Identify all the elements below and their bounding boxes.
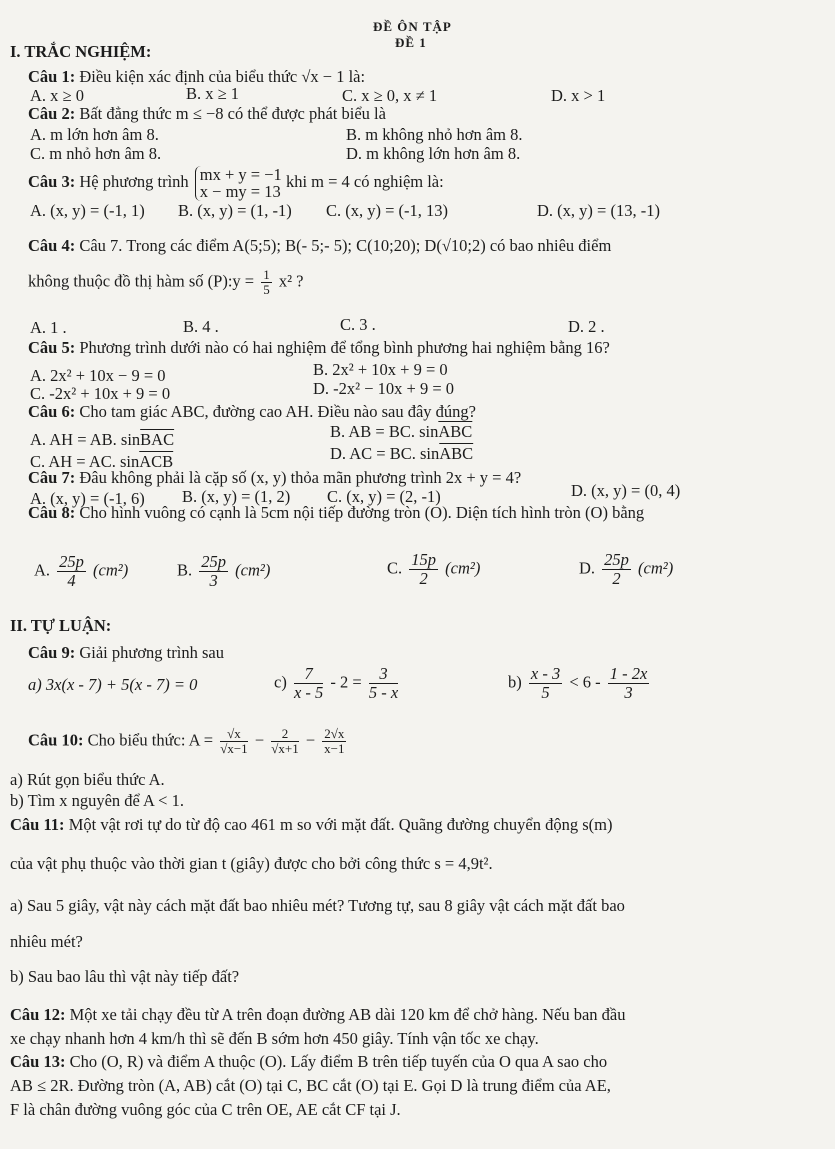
q9-part-b: b) $\frac{x - 3}{5}$ < 6 - $\frac{1 - 2x}{3}$ [508, 664, 648, 703]
q1-option-a[interactable]: A. x ≥ 0 [30, 86, 84, 105]
q4-option-a[interactable]: A. 1 . [30, 318, 67, 337]
question-8 [28, 505, 644, 522]
question-label: Câu 12: [10, 1005, 66, 1024]
question-text: Câu 7. Trong các điểm A(5;5); B(- 5;- 5); C(10;20); D(√10;2) có bao nhiêu điểm [79, 236, 612, 255]
equation-2: x − my = 13 [199, 182, 281, 202]
section-heading-essay: II. TỰ LUẬN: [10, 616, 112, 635]
question-label: Câu 5: [28, 338, 76, 357]
question-label: Câu 6: [28, 402, 76, 421]
question-13-line-2: AB ≤ 2R. Đường tròn (A, AB) cắt (O) tại C, BC cắt (O) tại E. Gọi D là trung điểm của AE, [10, 1076, 611, 1095]
question-4 [28, 238, 611, 255]
q1-option-b[interactable]: B. x ≥ 1 [186, 84, 240, 103]
q3-option-d[interactable]: D. (x, y) = (13, -1) [537, 201, 660, 220]
q6-option-c[interactable]: C. AH = AC. $\sin\overline{ACB}$ [30, 452, 174, 471]
q6-option-d[interactable]: D. AC = BC. $\sin\overline{ABC}$ [330, 444, 474, 463]
q8-option-d[interactable]: D. $\frac{25p}{2}$ (cm²) [579, 550, 674, 589]
question-text: Một vật rơi tự do từ độ cao 461 m so với mặt đất. Quãng đường chuyển động s(m) [68, 815, 613, 834]
q5-option-d[interactable]: D. -2x² − 10x + 9 = 0 [313, 379, 455, 398]
q9-part-a: a) 3x(x - 7) + 5(x - 7) = 0 [28, 675, 198, 694]
q2-option-b[interactable]: B. m không nhỏ hơn âm 8. [346, 125, 523, 144]
q1-option-d[interactable]: D. x > 1 [551, 86, 606, 105]
q10-part-a: a) Rút gọn biểu thức A. [10, 770, 165, 789]
q2-option-d[interactable]: D. m không lớn hơn âm 8. [346, 144, 521, 163]
q3-option-a[interactable]: A. (x, y) = (-1, 1) [30, 201, 145, 220]
fraction: $\frac{1}{5}$ [263, 267, 270, 298]
q4-option-b[interactable]: B. 4 . [183, 317, 219, 336]
question-text: Bất đẳng thức m ≤ −8 có thể được phát biểu là [79, 104, 386, 123]
q11-part-b: b) Sau bao lâu thì vật này tiếp đất? [10, 967, 240, 986]
question-text: Giải phương trình sau [79, 643, 224, 662]
question-text: Điều kiện xác định của biểu thức √x − 1 là: [79, 67, 366, 86]
question-11-line-2: của vật phụ thuộc vào thời gian t (giây) được cho bởi công thức s = 4,9t². [10, 854, 493, 873]
question-6 [28, 404, 476, 421]
question-13 [10, 1054, 607, 1071]
q5-option-b[interactable]: B. 2x² + 10x + 9 = 0 [313, 360, 448, 379]
question-12-line-2: xe chạy nhanh hơn 4 km/h thì sẽ đến B sớm hơn 450 giây. Tính vận tốc xe chạy. [10, 1029, 539, 1048]
q7-option-b[interactable]: B. (x, y) = (1, 2) [182, 487, 291, 506]
equation-system [195, 166, 282, 201]
page-title: ĐỀ ÔN TẬP [373, 19, 452, 34]
question-5 [28, 340, 610, 357]
q3-option-b[interactable]: B. (x, y) = (1, -1) [178, 201, 292, 220]
q1-option-c[interactable]: C. x ≥ 0, x ≠ 1 [342, 86, 438, 105]
equation-1: mx + y = −1 [199, 165, 282, 184]
question-label: Câu 9: [28, 643, 76, 662]
q8-option-a[interactable]: A. $\frac{25p}{4}$ (cm²) [34, 552, 129, 591]
question-tail: khi m = 4 có nghiệm là: [285, 172, 444, 192]
q7-option-d[interactable]: D. (x, y) = (0, 4) [571, 481, 681, 500]
question-text: Cho (O, R) và điểm A thuộc (O). Lấy điểm B trên tiếp tuyến của O qua A sao cho [69, 1052, 608, 1071]
question-10: Câu 10: Cho biểu thức: A = $\frac{√x}{√x-1}$ − $\frac{2}{√x+1}$ − $\frac{2√x}{x-1}$ [28, 726, 345, 757]
q8-option-b[interactable]: B. $\frac{25p}{3}$ (cm²) [177, 552, 271, 591]
question-text: Cho hình vuông có cạnh là 5cm nội tiếp đường tròn (O). Diện tích hình tròn (O) bằng [79, 503, 645, 522]
question-label: Câu 2: [28, 104, 76, 123]
question-text: Một xe tải chạy đều từ A trên đoạn đường AB dài 120 km để chở hàng. Nếu ban đầu [69, 1005, 626, 1024]
question-7 [28, 470, 521, 487]
q4-option-d[interactable]: D. 2 . [568, 317, 605, 336]
q6-option-b[interactable]: B. AB = BC. $\sin\overline{ABC}$ [330, 422, 473, 441]
question-3 [28, 166, 444, 201]
question-11 [10, 817, 613, 834]
question-label: Câu 10: [28, 730, 84, 750]
q8-option-c[interactable]: C. $\frac{15p}{2}$ (cm²) [387, 550, 481, 589]
question-label: Câu 4: [28, 236, 76, 255]
q4-option-c[interactable]: C. 3 . [340, 315, 376, 334]
q7-option-c[interactable]: C. (x, y) = (2, -1) [327, 487, 441, 506]
question-label: Câu 7: [28, 468, 76, 487]
question-2 [28, 106, 386, 123]
question-label: Câu 1: [28, 67, 76, 86]
question-text: Cho tam giác ABC, đường cao AH. Điều nào sau đây đúng? [79, 402, 476, 421]
q11-part-a: a) Sau 5 giây, vật này cách mặt đất bao nhiêu mét? Tương tự, sau 8 giây vật cách mặt đất bao [10, 896, 625, 915]
q7-option-a[interactable]: A. (x, y) = (-1, 6) [30, 489, 145, 508]
question-12 [10, 1007, 626, 1024]
question-label: Câu 3: [28, 172, 76, 192]
q10-part-b: b) Tìm x nguyên để A < 1. [10, 791, 184, 810]
question-text: Đâu không phải là cặp số (x, y) thỏa mãn phương trình 2x + y = 4? [79, 468, 522, 487]
q2-option-a[interactable]: A. m lớn hơn âm 8. [30, 125, 159, 144]
question-label: Câu 11: [10, 815, 65, 834]
q3-option-c[interactable]: C. (x, y) = (-1, 13) [326, 201, 449, 220]
q9-part-c: c) $\frac{7}{x - 5}$ - 2 = $\frac{3}{5 - x}$ [274, 664, 399, 703]
question-9 [28, 645, 224, 662]
page-subtitle: ĐỀ 1 [395, 35, 427, 50]
question-text: Hệ phương trình [79, 172, 189, 192]
q6-option-a[interactable]: A. AH = AB. $\sin\overline{BAC}$ [30, 430, 175, 449]
question-text: Phương trình dưới nào có hai nghiệm để tổng bình phương hai nghiệm bằng 16? [79, 338, 610, 357]
q5-option-a[interactable]: A. 2x² + 10x − 9 = 0 [30, 366, 166, 385]
question-label: Câu 13: [10, 1052, 66, 1071]
q2-option-c[interactable]: C. m nhỏ hơn âm 8. [30, 144, 162, 163]
q5-option-c[interactable]: C. -2x² + 10x + 9 = 0 [30, 384, 171, 403]
section-heading-multiple-choice: I. TRẮC NGHIỆM: [10, 42, 152, 61]
question-label: Câu 8: [28, 503, 76, 522]
question-13-line-3: F là chân đường vuông góc của C trên OE, AE cắt CF tại J. [10, 1100, 401, 1119]
question-4-line-2: không thuộc đồ thị hàm số (P):y = $\frac{1}{5}$ x² ? [28, 267, 304, 298]
q11-part-a-cont: nhiêu mét? [10, 932, 83, 951]
